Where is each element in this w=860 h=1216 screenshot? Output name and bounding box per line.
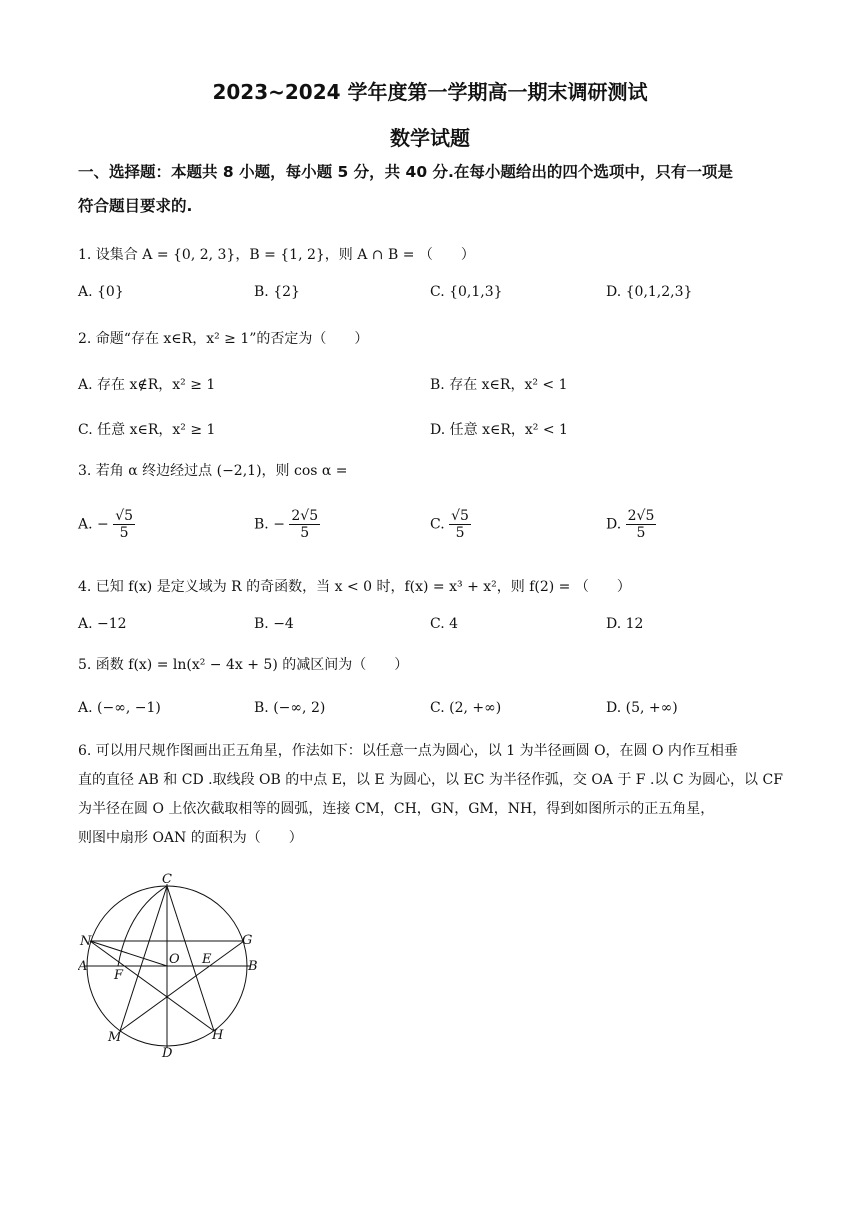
q5-option-c: C. (2, +∞) bbox=[430, 700, 502, 716]
question-1-stem: 1. 设集合 A = {0, 2, 3}，B = {1, 2}，则 A ∩ B = （ ） bbox=[78, 247, 475, 263]
option-sign: − bbox=[273, 516, 285, 533]
fraction-denominator: 5 bbox=[119, 525, 129, 542]
q6-line-1: 6. 可以用尺规作图画出正五角星，作法如下：以任意一点为圆心，以 1 为半径画圆 O，在圆 O 内作互相垂 bbox=[78, 743, 738, 759]
fraction-numerator: √5 bbox=[451, 508, 469, 524]
question-6-stem bbox=[78, 737, 783, 853]
label-o: O bbox=[169, 952, 180, 967]
label-n: N bbox=[80, 934, 92, 949]
q3-option-d bbox=[606, 508, 656, 541]
q5-option-d: D. (5, +∞) bbox=[606, 700, 678, 716]
label-h: H bbox=[212, 1028, 224, 1043]
q1-option-a: A. {0} bbox=[78, 284, 124, 300]
q2-option-b: B. 存在 x∈R，x² < 1 bbox=[430, 377, 568, 393]
option-label: D. bbox=[606, 516, 622, 533]
question-5-stem: 5. 函数 f(x) = ln(x² − 4x + 5) 的减区间为（ ） bbox=[78, 657, 409, 673]
q6-line-3: 为半径在圆 O 上依次截取相等的圆弧，连接 CM，CH，GN，GM，NH，得到如图所示的正五角星， bbox=[78, 801, 715, 817]
q2-option-d: D. 任意 x∈R，x² < 1 bbox=[430, 422, 568, 438]
segment-nh bbox=[90, 941, 214, 1031]
q1-option-b: B. {2} bbox=[254, 284, 300, 300]
question-2-stem: 2. 命题“存在 x∈R，x² ≥ 1”的否定为（ ） bbox=[78, 331, 369, 347]
q4-option-a: A. −12 bbox=[78, 616, 127, 632]
q1-option-c: C. {0,1,3} bbox=[430, 284, 503, 300]
label-e: E bbox=[202, 952, 212, 967]
label-c: C bbox=[162, 872, 172, 887]
q4-option-b: B. −4 bbox=[254, 616, 294, 632]
fraction-numerator: 2√5 bbox=[627, 508, 655, 524]
label-m: M bbox=[108, 1030, 122, 1045]
q3-option-b bbox=[254, 508, 320, 541]
page-title: 2023~2024 学年度第一学期高一期末调研测试 bbox=[212, 80, 648, 104]
fraction-numerator: √5 bbox=[115, 508, 134, 524]
fraction-denominator: 5 bbox=[455, 525, 465, 542]
option-fraction bbox=[289, 508, 320, 541]
section-heading-line2: 符合题目要求的. bbox=[78, 197, 193, 215]
q5-option-b: B. (−∞, 2) bbox=[254, 700, 326, 716]
q6-line-2: 直的直径 AB 和 CD .取线段 OB 的中点 E，以 E 为圆心，以 EC 为半径作弧，交 OA 于 F .以 C 为圆心，以 CF bbox=[78, 772, 783, 788]
option-label: C. bbox=[430, 516, 445, 533]
q3-option-a bbox=[78, 508, 135, 541]
label-g: G bbox=[242, 933, 253, 948]
q3-option-c bbox=[430, 508, 471, 541]
segment-gm bbox=[120, 941, 244, 1031]
q5-option-a: A. (−∞, −1) bbox=[78, 700, 161, 716]
segment-on bbox=[90, 941, 167, 966]
option-label: B. bbox=[254, 516, 269, 533]
fraction-denominator: 5 bbox=[300, 525, 310, 542]
q6-line-4: 则图中扇形 OAN 的面积为（ ） bbox=[78, 830, 303, 846]
q4-option-c: C. 4 bbox=[430, 616, 459, 632]
q2-option-c: C. 任意 x∈R，x² ≥ 1 bbox=[78, 422, 216, 438]
fraction-numerator: 2√5 bbox=[291, 508, 319, 524]
question-4-stem: 4. 已知 f(x) 是定义域为 R 的奇函数，当 x < 0 时，f(x) = x³ + x²，则 f(2) = （ ） bbox=[78, 579, 631, 595]
option-label: A. bbox=[78, 516, 93, 533]
page-subtitle: 数学试题 bbox=[390, 126, 470, 150]
label-a: A bbox=[78, 959, 88, 974]
section-heading-line1: 一、选择题：本题共 8 小题，每小题 5 分，共 40 分.在每小题给出的四个选项中，只有一项是 bbox=[78, 163, 733, 181]
option-fraction bbox=[113, 508, 135, 541]
label-d: D bbox=[162, 1046, 173, 1060]
pentagram-figure bbox=[78, 870, 278, 1060]
option-fraction bbox=[626, 508, 657, 541]
q1-option-d: D. {0,1,2,3} bbox=[606, 284, 693, 300]
fraction-denominator: 5 bbox=[636, 525, 646, 542]
option-fraction bbox=[449, 508, 471, 541]
q2-option-a: A. 存在 x∉R，x² ≥ 1 bbox=[78, 377, 216, 393]
option-sign: − bbox=[97, 516, 109, 533]
label-f: F bbox=[114, 968, 124, 983]
label-b: B bbox=[248, 959, 258, 974]
question-3-stem: 3. 若角 α 终边经过点 (−2,1)，则 cos α = bbox=[78, 463, 348, 479]
q4-option-d: D. 12 bbox=[606, 616, 644, 632]
